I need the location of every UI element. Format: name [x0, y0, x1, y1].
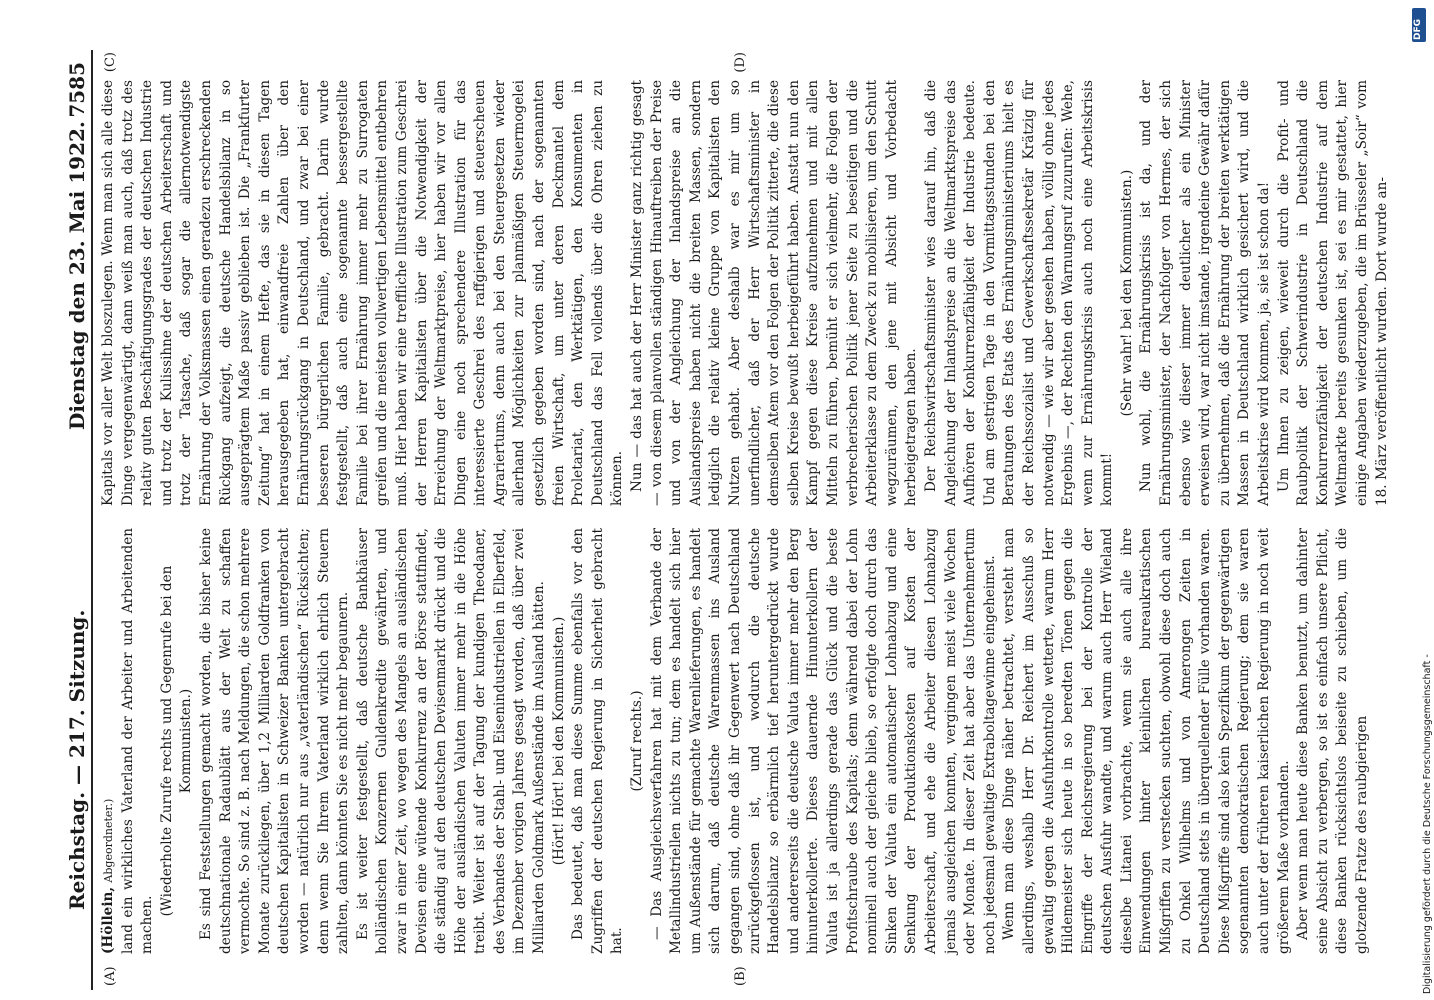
speaker-line	[99, 528, 119, 954]
speaker-name: (Höllein,	[100, 886, 116, 954]
interjection: (Sehr wahr! bei den Kommunisten.)	[1118, 169, 1135, 417]
paragraph: Wenn man diese Dinge näher betrachtet, versteht man allerdings, weshalb Herr Dr. Reichert im Ausschuß so gewaltig gegen die Ausfuhrkontrolle wetterte, warum Herr Hildemeister sich heute in so beredten Tönen gegen die Eingriffe der Reichsregierung bei der Kontrolle der deutschen Ausfuhr wandte, und warum auch Herr Wieland dieselbe Litanei vorbrachte, wenn sie auch alle ihre Einwendungen hinter kleinlichen bureaukratischen Mißgriffen zu verstecken suchten, obwohl diese doch auch zu Onkel Wilhelms und von Amerongen Zeiten in Deutschland stets in überquellender Fülle vorhanden waren. Diese Mißgriffe sind also kein Spezifikum der gegenwärtigen sogenannten demokratischen Regierung; dem sie waren auch unter der früheren kaiserlichen Regierung in noch weit größerem Maße vorhanden.	[1001, 528, 1292, 954]
margin-marker-d: (D)	[733, 52, 748, 73]
paragraph: land ein wirkliches Vaterland der Arbeiter und Arbeitenden machen.	[119, 528, 156, 954]
paragraph: Aber wenn man heute diese Banken benutzt, um dahinter seine Absicht zu verbergen, so ist es einfach unsere Pflicht, diese Banken rücksichtslos beiseite zu schieben, um die glotzende Fratze des raubgierigen	[1295, 528, 1370, 954]
page-number: 7585	[65, 62, 89, 118]
paragraph: Kapitals vor aller Welt bloszulegen. Wenn man sich alle diese Dinge vergegenwärtigt, dann weiß man auch, daß trotz des relativ guten Beschäftigungsgrades der deutschen Industrie und trotz der Kulissihne der deutschen Arbeiterschaft und trotz der Tatsache, daß sogar die allernotwendigste Ernährung der Volksmassen einen geradezu erschreckenden Rückgang aufzeigt, die deutsche Handelsbilanz in so ausgeprägtem Maße passiv geblieben ist. Die „Frankfurter Zeitung“ hat in einem Hefte, das sie in diesen Tagen herausgegeben hat, einwandfreie Zahlen über den Ernährungsrückgang in Deutschland, und zwar bei einer besseren bürgerlichen Familie, gebracht. Darin wurde festgestellt, daß auch eine sogenannte bessergestellte Familie bei ihrer Ernährung immer mehr zu Surrogaten greifen und die meisten vollwertigen Lebensmittel entbehren muß. Hier haben wir eine treffliche Illustration zum Geschrei der Herren Kapitalisten über die Notwendigkeit der Erreichung der Weltmarktpreise, hier haben wir vor allen Dingen eine noch sprechendere Illustration für das interessierte Geschrei des raffgierigen und steuerscheuen Agrariertums, denn auch bei den Steuergesetzen wieder allerhand Möglichkeiten zur planmäßigen Steuermogelei gesetzlich gegeben worden sind, nach der sogenannten freien Wirtschaft, um unter deren Deckmantel dem Proletariat, den Werktätigen, den Konsumenten in Deutschland das Fell vollends über die Ohren ziehen zu können.	[100, 80, 626, 506]
left-column	[99, 528, 1383, 954]
paragraph: Es sind Feststellungen gemacht worden, die bisher keine deutschnationale Radaublätt aus der Welt zu schaffen vermochte. So sind z. B. nach Meldungen, die schon mehrere Monate zurückliegen, über 1,2 Milliarden Goldfranken von deutschen Kapitalisten in Schweizer Banken untergebracht worden — natürlich nur aus „vaterländischen“ Rücksichten; denn wenn Sie Ihrem Vaterland wirklich ehrlich Steuern zahlten, dann könnten Sie es nicht mehr begaunern.	[197, 528, 352, 954]
paragraph: Das bedeutet, daß man diese Summe ebenfalls vor den Zugriffen der deutschen Regierung in Sicherheit gebracht hat.	[570, 528, 626, 954]
paragraph: Es ist weiter festgestellt, daß deutsche Bankhäuser holländischen Konzernen Guldenkredite gewährten, und zwar in einer Zeit, wo wegen des Mangels an ausländischen Devisen eine wütende Konkurrenz an der Börse stattfindet, die ständig auf den deutschen Devisenmarkt drückt und die Höhe der ausländischen Valuten immer mehr in die Höhe treibt. Weiter ist auf der Tagung der kundigen Theodaner, des Verbandes der Stahl- und Eisenindustriellen in Elberfeld, im Dezember vorigen Jahres gesagt worden, daß über zwei Milliarden Goldmark Außenstände im Ausland hätten.	[354, 528, 548, 954]
digitization-credit	[1400, 0, 1433, 1000]
paragraph: Nun wohl, die Ernährungskrisis ist da, und der Ernährungsminister, der Nachfolger von Hermes, der sich ebenso wie dieser immer deutlicher als ein Minister erweisen wird, war nicht imstande, irgendeine Gewähr dafür zu übernehmen, daß die Ernährung der breiten werktätigen Massen in Deutschland wirklich gesichert wird, und die Arbeitskrise wird kommen, ja, sie ist schon da!	[1138, 80, 1273, 506]
rotated-page	[55, 40, 1395, 1000]
running-head-title: Reichstag. — 217. Sitzung.	[65, 609, 89, 910]
paragraph: Nun — das hat auch der Herr Minister ganz richtig gesagt — von diesem planvollen ständigen Hinauftreiben der Preise und von der Angleichung der Inlandspreise an die Auslandspreise haben nicht die breiten Massen, sondern lediglich die relativ kleine Gruppe von Kapitalisten den Nutzen gehabt. Aber deshalb war es mir um so unerfindlicher, daß der Herr Wirtschaftsminister in demselben Atem vor den Folgen der Politik zitterte, die diese selben Kreise bewußt herbeigeführt haben. Anstatt nun den Kampf gegen diese Kreise aufzunehmen und mit allen Mitteln zu führen, bemüht er sich vielmehr, die Folgen der verbrecherischen Politik jener Seite zu beseitigen und die Arbeiterklasse zu dem Zweck zu mobilisieren, um den Schutt wegzuräumen, den jene mit Absicht und Vorbedacht herbeigetragen haben.	[629, 80, 920, 506]
margin-marker-a: (A)	[103, 966, 118, 986]
text-columns	[93, 50, 1390, 990]
paragraph: — Das Ausgleichsverfahren hat mit dem Verbande der Metallindustriellen nichts zu tun; dem es handelt sich hier um Außenstände für gemachte Warenlieferungen, es handelt sich darum, daß deutsche Warenmassen ins Ausland gegangen sind, ohne daß ihr Gegenwert nach Deutschland zurückgeflossen ist, und wodurch die deutsche Handelsbilanz so erbärmlich tief heruntergedrückt wurde und andererseits die deutsche Valuta immer mehr den Berg hinunterkollerte. Dieses dauernde Hinunterkollern der Valuta ist ja allerdings gerade das Glück und die beste Profitschraube des Kapitals; denn während dabei der Lohn nominell auch der gleiche blieb, so erfolgte doch durch das Sinken der Valuta ein automatischer Lohnabzug und eine Senkung der Produktionskosten auf Kosten der Arbeiterschaft, und ehe die Arbeiter diesen Lohnabzug jemals ausgleichen konnten, vergingen meist viele Wochen oder Monate. In dieser Zeit hat aber das Unternehmertum noch jedesmal gewaltige Extraboltagewinne eingeheimst.	[648, 528, 998, 954]
credit-text: Digitalisierung gefördert durch die Deutsche Forschungsgemeinschaft -	[1422, 654, 1433, 994]
dfg-logo-text: DFG	[1413, 18, 1423, 40]
paragraph: Um Ihnen zu zeigen, wieweit durch die Profit- und Raubpolitik der Schwerindustrie in Deutschland die Konkurrenzfähigkeit der deutschen Industrie auf dem Weltmarkte bereits gesunken ist, sei es mir gestattet, hier einige Angaben wiederzugeben, die im Brüsseler „Soir“ vom 18. März veröffentlicht wurden. Dort wurde an-	[1275, 80, 1390, 506]
right-column	[99, 80, 1390, 506]
margin-marker-c: (C)	[103, 52, 118, 73]
margin-marker-b: (B)	[733, 966, 748, 986]
running-head	[61, 50, 93, 990]
running-head-date: Dienstag den 23. Mai 1922.	[65, 121, 89, 430]
paragraph: Der Reichswirtschaftsminister wies darauf hin, daß die Angleichung der Inlandspreise an die Weltmarktspreise das Aufhören der Konkurrenzfähigkeit der Industrie bedeute. Und am gestrigen Tage in den Vormittagsstunden bei den Beratungen des Etats des Ernährungsministeriums hielt es der Reichssozialist und Gewerkschaftssekretär Krätzig für notwendig — wie wir aber gesehen haben, völlig ohne jedes Ergebnis —, der Rechten den Warnungsruf zuzurufen: Wehe, wenn zur Ernährungskrisis auch noch eine Arbeitskrisis kommt!	[922, 80, 1116, 506]
interjection: (Zuruf rechts.)	[629, 690, 646, 792]
speaker-role: Abgeordneter.)	[102, 798, 115, 883]
interjection: (Wiederholte Zurufe rechts und Gegenrufe bei den Kommunisten.)	[158, 565, 195, 917]
interjection: (Hört! Hört! bei den Kommunisten.)	[550, 616, 567, 866]
